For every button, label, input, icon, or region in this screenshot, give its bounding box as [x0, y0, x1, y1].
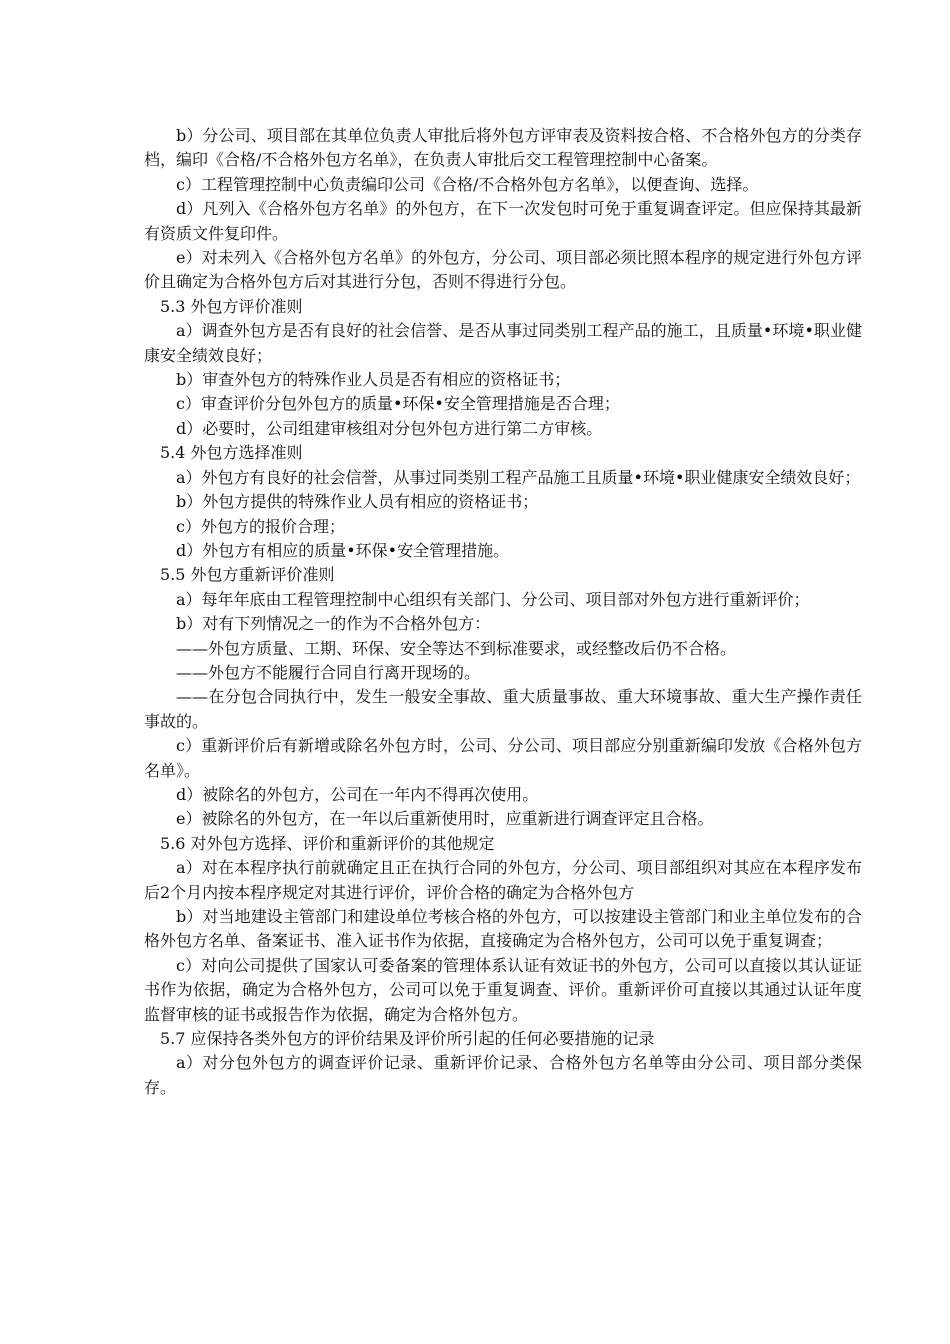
- paragraph: a）外包方有良好的社会信誉，从事过同类别工程产品施工且质量•环境•职业健康安全绩效良好；: [176, 467, 861, 487]
- section-heading: 5.6 对外包方选择、评价和重新评价的其他规定: [160, 833, 495, 853]
- paragraph: c）重新评价后有新增或除名外包方时，公司、分公司、项目部应分别重新编印发放《合格外包方名单》。: [144, 736, 862, 780]
- paragraph: d）凡列入《合格外包方名单》的外包方，在下一次发包时可免于重复调查评定。但应保持其最新有资质文件复印件。: [144, 199, 862, 243]
- paragraph: a）调查外包方是否有良好的社会信誉、是否从事过同类别工程产品的施工，且质量•环境•职业健康安全绩效良好；: [144, 321, 862, 365]
- paragraph: b）对当地建设主管部门和建设单位考核合格的外包方，可以按建设主管部门和业主单位发布的合格外包方名单、备案证书、准入证书作为依据，直接确定为合格外包方，公司可以免于重复调查；: [144, 907, 862, 951]
- section-heading: 5.3 外包方评价准则: [160, 296, 303, 316]
- paragraph: a）对在本程序执行前就确定且正在执行合同的外包方，分公司、项目部组织对其应在本程序发布后2个月内按本程序规定对其进行评价，评价合格的确定为合格外包方: [144, 858, 862, 902]
- paragraph: d）被除名的外包方，公司在一年内不得再次使用。: [176, 784, 539, 804]
- paragraph: b）对有下列情况之一的作为不合格外包方：: [176, 614, 491, 634]
- paragraph: a）对分包外包方的调查评价记录、重新评价记录、合格外包方名单等由分公司、项目部分类保存。: [144, 1053, 862, 1097]
- paragraph: b）审查外包方的特殊作业人员是否有相应的资格证书；: [176, 370, 571, 390]
- paragraph: e）对未列入《合格外包方名单》的外包方，分公司、项目部必须比照本程序的规定进行外包方评价且确定为合格外包方后对其进行分包，否则不得进行分包。: [144, 248, 862, 292]
- paragraph: c）外包方的报价合理；: [176, 516, 345, 536]
- paragraph: d）外包方有相应的质量•环保•安全管理措施。: [176, 540, 510, 560]
- paragraph: b）分公司、项目部在其单位负责人审批后将外包方评审表及资料按合格、不合格外包方的分类存档，编印《合格/不合格外包方名单》，在负责人审批后交工程管理控制中心备案。: [144, 126, 862, 170]
- paragraph: e）被除名的外包方，在一年以后重新使用时，应重新进行调查评定且合格。: [176, 809, 714, 829]
- paragraph: ——外包方质量、工期、环保、安全等达不到标准要求，或经整改后仍不合格。: [176, 638, 737, 658]
- paragraph: c）工程管理控制中心负责编印公司《合格/不合格外包方名单》，以便查询、选择。: [176, 174, 759, 194]
- section-heading: 5.7 应保持各类外包方的评价结果及评价所引起的任何必要措施的记录: [160, 1029, 655, 1049]
- document-body: [144, 124, 862, 1100]
- paragraph: ——在分包合同执行中，发生一般安全事故、重大质量事故、重大环境事故、重大生产操作责任事故的。: [144, 687, 862, 731]
- paragraph: b）外包方提供的特殊作业人员有相应的资格证书；: [176, 492, 539, 512]
- paragraph: c）对向公司提供了国家认可委备案的管理体系认证有效证书的外包方，公司可以直接以其认证证书作为依据，确定为合格外包方，公司可以免于重复调查、评价。重新评价可直接以其通过认证年度监督审核的证书或报告作为依据，确定为合格外包方。: [144, 955, 862, 1024]
- paragraph: d）必要时，公司组建审核组对分包外包方进行第二方审核。: [176, 418, 603, 438]
- section-heading: 5.5 外包方重新评价准则: [160, 565, 335, 585]
- paragraph: a）每年年底由工程管理控制中心组织有关部门、分公司、项目部对外包方进行重新评价；: [176, 589, 810, 609]
- section-heading: 5.4 外包方选择准则: [160, 443, 303, 463]
- paragraph: ——外包方不能履行合同自行离开现场的。: [176, 662, 481, 682]
- paragraph: c）审查评价分包外包方的质量•环保•安全管理措施是否合理；: [176, 394, 620, 414]
